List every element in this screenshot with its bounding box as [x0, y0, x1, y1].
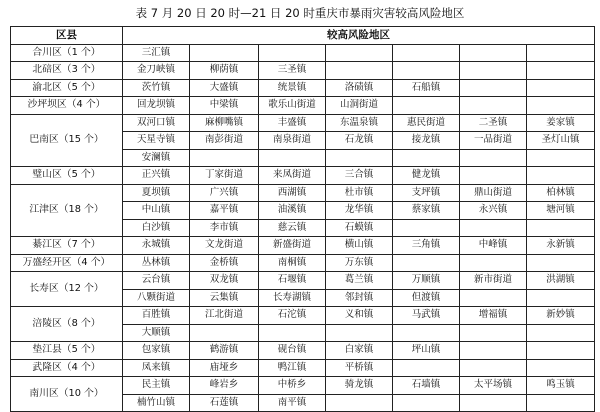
- area-cell: [527, 79, 595, 97]
- table-header-row: [11, 27, 595, 45]
- area-cell: 广兴镇: [190, 184, 259, 202]
- area-cell: 姜家镇: [527, 114, 595, 132]
- area-cell: [460, 289, 527, 307]
- header-county: 区县: [11, 27, 123, 45]
- county-cell: 南川区（10 个）: [11, 377, 123, 412]
- area-cell: 白沙镇: [123, 219, 190, 237]
- area-cell: 三汇镇: [123, 44, 190, 62]
- area-cell: [460, 44, 527, 62]
- area-cell: [460, 149, 527, 167]
- area-cell: 塘河镇: [527, 202, 595, 220]
- area-cell: 万顺镇: [393, 272, 460, 290]
- area-cell: 三合镇: [326, 167, 393, 185]
- area-cell: [460, 342, 527, 360]
- area-cell: 白家镇: [326, 342, 393, 360]
- table-row: [11, 237, 595, 255]
- area-cell: 民主镇: [123, 377, 190, 395]
- area-cell: 百胜镇: [123, 307, 190, 325]
- area-cell: 支坪镇: [393, 184, 460, 202]
- area-cell: [393, 254, 460, 272]
- area-cell: 峰岩乡: [190, 377, 259, 395]
- area-cell: 三角镇: [393, 237, 460, 255]
- area-cell: 慈云镇: [259, 219, 326, 237]
- area-cell: 新盛街道: [259, 237, 326, 255]
- area-cell: 云集镇: [190, 289, 259, 307]
- area-cell: 鹤游镇: [190, 342, 259, 360]
- county-cell: 垫江县（5 个）: [11, 342, 123, 360]
- area-cell: [527, 289, 595, 307]
- table-row: [11, 359, 595, 377]
- table-row: [11, 342, 595, 360]
- area-cell: 蔡家镇: [393, 202, 460, 220]
- table-row: [11, 272, 595, 290]
- county-cell: 沙坪坝区（4 个）: [11, 97, 123, 115]
- area-cell: [527, 394, 595, 412]
- county-cell: 巴南区（15 个）: [11, 114, 123, 167]
- county-cell: 江津区（18 个）: [11, 184, 123, 237]
- area-cell: [527, 359, 595, 377]
- area-cell: 石莲镇: [190, 394, 259, 412]
- area-cell: 文龙街道: [190, 237, 259, 255]
- area-cell: 石船镇: [393, 79, 460, 97]
- area-cell: 中峰镇: [460, 237, 527, 255]
- area-cell: 丛林镇: [123, 254, 190, 272]
- area-cell: 安澜镇: [123, 149, 190, 167]
- area-cell: 万东镇: [326, 254, 393, 272]
- county-cell: 渝北区（5 个）: [11, 79, 123, 97]
- area-cell: [259, 324, 326, 342]
- area-cell: 山洞街道: [326, 97, 393, 115]
- area-cell: 回龙坝镇: [123, 97, 190, 115]
- area-cell: 三圣镇: [259, 62, 326, 80]
- area-cell: 洛碛镇: [326, 79, 393, 97]
- county-cell: 涪陵区（8 个）: [11, 307, 123, 342]
- area-cell: 鸭江镇: [259, 359, 326, 377]
- area-cell: [259, 44, 326, 62]
- area-cell: [190, 149, 259, 167]
- area-cell: 金桥镇: [190, 254, 259, 272]
- area-cell: 葛兰镇: [326, 272, 393, 290]
- area-cell: 洪湖镇: [527, 272, 595, 290]
- area-cell: 油溪镇: [259, 202, 326, 220]
- area-cell: [190, 324, 259, 342]
- area-cell: [527, 254, 595, 272]
- area-cell: [393, 44, 460, 62]
- area-cell: 平桥镇: [326, 359, 393, 377]
- area-cell: 坪山镇: [393, 342, 460, 360]
- area-cell: 天星寺镇: [123, 132, 190, 150]
- county-cell: 合川区（1 个）: [11, 44, 123, 62]
- area-cell: 李市镇: [190, 219, 259, 237]
- area-cell: [460, 167, 527, 185]
- area-cell: [527, 324, 595, 342]
- area-cell: [527, 149, 595, 167]
- area-cell: 中山镇: [123, 202, 190, 220]
- area-cell: [527, 62, 595, 80]
- area-cell: 圣灯山镇: [527, 132, 595, 150]
- table-row: [11, 184, 595, 202]
- area-cell: [326, 324, 393, 342]
- area-cell: [393, 324, 460, 342]
- area-cell: 鼎山街道: [460, 184, 527, 202]
- area-cell: 包家镇: [123, 342, 190, 360]
- area-cell: [326, 44, 393, 62]
- area-cell: [460, 219, 527, 237]
- area-cell: 茨竹镇: [123, 79, 190, 97]
- county-cell: 璧山区（5 个）: [11, 167, 123, 185]
- risk-areas-table: [10, 26, 595, 412]
- area-cell: 柏林镇: [527, 184, 595, 202]
- table-row: [11, 377, 595, 395]
- area-cell: 永新镇: [527, 237, 595, 255]
- area-cell: 石蟆镇: [326, 219, 393, 237]
- area-cell: [326, 62, 393, 80]
- area-cell: 庙垭乡: [190, 359, 259, 377]
- area-cell: 增福镇: [460, 307, 527, 325]
- area-cell: 南平镇: [259, 394, 326, 412]
- table-title: 表 7 月 20 日 20 时—21 日 20 时重庆市暴雨灾害较高风险地区: [135, 6, 465, 20]
- area-cell: 龙华镇: [326, 202, 393, 220]
- area-cell: 东温泉镇: [326, 114, 393, 132]
- area-cell: 南桐镇: [259, 254, 326, 272]
- area-cell: 丁家街道: [190, 167, 259, 185]
- area-cell: 金刀峡镇: [123, 62, 190, 80]
- area-cell: [393, 149, 460, 167]
- county-cell: 长寿区（12 个）: [11, 272, 123, 307]
- county-cell: 綦江区（7 个）: [11, 237, 123, 255]
- area-cell: 江北街道: [190, 307, 259, 325]
- area-cell: 歌乐山街道: [259, 97, 326, 115]
- area-cell: 楠竹山镇: [123, 394, 190, 412]
- area-cell: 八颗街道: [123, 289, 190, 307]
- area-cell: [326, 394, 393, 412]
- area-cell: 太平场镇: [460, 377, 527, 395]
- area-cell: 砚台镇: [259, 342, 326, 360]
- area-cell: [460, 97, 527, 115]
- area-cell: 夏坝镇: [123, 184, 190, 202]
- area-cell: 杜市镇: [326, 184, 393, 202]
- area-cell: 邻封镇: [326, 289, 393, 307]
- area-cell: 长寿湖镇: [259, 289, 326, 307]
- table-body: [11, 44, 595, 412]
- area-cell: 西湖镇: [259, 184, 326, 202]
- area-cell: 南彭街道: [190, 132, 259, 150]
- risk-table-container: [10, 26, 594, 408]
- area-cell: [393, 359, 460, 377]
- area-cell: 来凤街道: [259, 167, 326, 185]
- table-row: [11, 114, 595, 132]
- area-cell: 但渡镇: [393, 289, 460, 307]
- area-cell: [259, 149, 326, 167]
- area-cell: 义和镇: [326, 307, 393, 325]
- area-cell: [460, 324, 527, 342]
- area-cell: 麻柳嘴镇: [190, 114, 259, 132]
- area-cell: 新妙镇: [527, 307, 595, 325]
- area-cell: 二圣镇: [460, 114, 527, 132]
- table-row: [11, 79, 595, 97]
- area-cell: [460, 62, 527, 80]
- area-cell: 新市街道: [460, 272, 527, 290]
- area-cell: 统景镇: [259, 79, 326, 97]
- area-cell: 健龙镇: [393, 167, 460, 185]
- area-cell: 骑龙镇: [326, 377, 393, 395]
- area-cell: 石堰镇: [259, 272, 326, 290]
- area-cell: 双龙镇: [190, 272, 259, 290]
- area-cell: 一品街道: [460, 132, 527, 150]
- area-cell: 南泉街道: [259, 132, 326, 150]
- area-cell: [326, 149, 393, 167]
- area-cell: [460, 394, 527, 412]
- county-cell: 北碚区（3 个）: [11, 62, 123, 80]
- area-cell: 永兴镇: [460, 202, 527, 220]
- area-cell: 接龙镇: [393, 132, 460, 150]
- area-cell: 惠民街道: [393, 114, 460, 132]
- area-cell: [527, 219, 595, 237]
- area-cell: [527, 97, 595, 115]
- area-cell: 丰盛镇: [259, 114, 326, 132]
- area-cell: 永城镇: [123, 237, 190, 255]
- area-cell: 嘉平镇: [190, 202, 259, 220]
- area-cell: [393, 394, 460, 412]
- area-cell: 石墙镇: [393, 377, 460, 395]
- county-cell: 万盛经开区（4 个）: [11, 254, 123, 272]
- header-areas: 较高风险地区: [123, 27, 595, 45]
- area-cell: [393, 219, 460, 237]
- area-cell: 云台镇: [123, 272, 190, 290]
- area-cell: 石沱镇: [259, 307, 326, 325]
- county-cell: 武隆区（4 个）: [11, 359, 123, 377]
- table-row: [11, 62, 595, 80]
- area-cell: 大顺镇: [123, 324, 190, 342]
- area-cell: [460, 79, 527, 97]
- area-cell: 中梁镇: [190, 97, 259, 115]
- area-cell: 马武镇: [393, 307, 460, 325]
- area-cell: [460, 359, 527, 377]
- table-row: [11, 254, 595, 272]
- area-cell: 正兴镇: [123, 167, 190, 185]
- area-cell: [527, 342, 595, 360]
- table-row: [11, 44, 595, 62]
- area-cell: 柳荫镇: [190, 62, 259, 80]
- table-row: [11, 97, 595, 115]
- table-row: [11, 167, 595, 185]
- area-cell: 大盛镇: [190, 79, 259, 97]
- table-row: [11, 307, 595, 325]
- area-cell: [393, 97, 460, 115]
- area-cell: [460, 254, 527, 272]
- area-cell: 横山镇: [326, 237, 393, 255]
- area-cell: 双河口镇: [123, 114, 190, 132]
- area-cell: 中桥乡: [259, 377, 326, 395]
- area-cell: 凤来镇: [123, 359, 190, 377]
- area-cell: 石龙镇: [326, 132, 393, 150]
- area-cell: [527, 167, 595, 185]
- area-cell: [393, 62, 460, 80]
- area-cell: 鸣玉镇: [527, 377, 595, 395]
- area-cell: [190, 44, 259, 62]
- area-cell: [527, 44, 595, 62]
